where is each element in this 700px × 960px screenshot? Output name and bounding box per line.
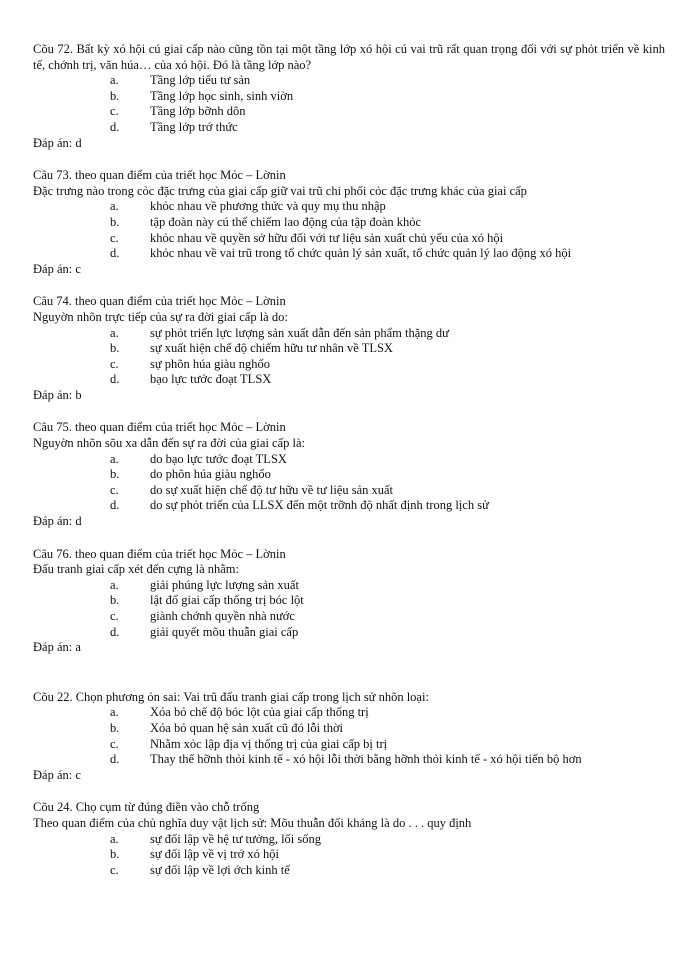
option-letter: d. [110,752,120,767]
option-row [33,467,665,483]
option-letter: d. [110,119,120,134]
option-letter: b. [110,593,120,608]
option-list [33,832,665,879]
option-list [33,326,665,388]
option-text: sự đối lập về hệ tư tưởng, lối sống [150,831,322,846]
question-block [33,800,665,878]
option-text: Xóa bỏ quan hệ sản xuất cũ đó lỗi thời [150,720,344,735]
question-title: Câu 74. theo quan điểm của triết học Mỏc – Lờnin [33,294,286,309]
option-row [33,120,665,136]
question-stem: Đấu tranh giai cấp xét đến cựng là nhằm: [33,562,240,577]
question-title: Câu 75. theo quan điểm của triết học Mỏc – Lờnin [33,420,286,435]
option-text: do phõn húa giàu nghốo [150,467,271,482]
option-list [33,73,665,135]
option-list [33,578,665,640]
question-block [33,690,665,784]
option-text: giành chớnh quyền nhà nước [150,609,295,623]
answer-line: Đáp án: c [33,767,81,782]
option-text: khỏc nhau về quyền sở hữu đối với tư liệu sản xuất chủ yếu của xó hội [150,230,504,245]
question-title: Câu 73. theo quan điểm của triết học Mỏc – Lờnin [33,168,286,183]
option-row [33,326,665,342]
option-row [33,215,665,231]
answer-line: Đáp án: b [33,387,82,402]
option-letter: b. [110,341,120,356]
option-text: lật đổ giai cấp thống trị bóc lột [150,593,304,608]
option-row [33,341,665,357]
option-row [33,625,665,641]
option-row [33,231,665,247]
option-letter: d. [110,498,120,513]
question-block [33,294,665,403]
option-text: Tầng lớp trớ thức [150,119,238,134]
option-letter: a. [110,325,119,340]
option-text: do sự xuất hiện chế độ tư hữu về tư liệu sản xuất [150,482,394,497]
option-row [33,593,665,609]
question-block [33,547,665,656]
question-title: Câu 76. theo quan điểm của triết học Mỏc – Lờnin [33,546,286,561]
option-letter: b. [110,847,120,862]
option-text: tập đoàn này cú thể chiếm lao động của tập đoàn khỏc [150,214,422,229]
option-letter: a. [110,73,119,88]
option-row [33,483,665,499]
option-row [33,752,665,768]
question-title: Cõu 24. Chọ cụm từ đúng điền vào chỗ trống [33,800,260,815]
option-letter: d. [110,246,120,261]
option-letter: b. [110,720,120,735]
option-letter: c. [110,482,119,497]
option-row [33,199,665,215]
option-text: khỏc nhau về vai trũ trong tổ chức quản lý sản xuất, tổ chức quản lý lao động xó hội [150,246,572,261]
option-row [33,104,665,120]
question-block [33,42,665,151]
option-text: sự xuất hiện chế độ chiếm hữu tư nhân về TLSX [150,341,393,356]
option-row [33,705,665,721]
option-text: sự phỏt triển lực lượng sản xuất dẫn đến sản phẩm thặng dư [150,325,449,340]
option-letter: c. [110,862,119,877]
option-letter: a. [110,451,119,466]
option-row [33,578,665,594]
option-row [33,737,665,753]
question-stem: Nguyờn nhõn sõu xa dẫn đến sự ra đời của giai cấp là: [33,436,306,451]
option-letter: c. [110,736,119,751]
answer-line: Đáp án: d [33,135,82,150]
option-row [33,847,665,863]
option-letter: b. [110,467,120,482]
option-text: Thay thế hỡnh thỏi kinh tế - xó hội lỗi thời bằng hỡnh thỏi kinh tế - xó hội tiến bộ hơn [150,752,582,767]
option-row [33,498,665,514]
answer-line: Đáp án: d [33,514,82,529]
option-row [33,89,665,105]
option-text: sự phõn húa giàu nghốo [150,356,270,371]
option-text: Tầng lớp học sinh, sinh viờn [150,88,294,103]
question-stem: Nguyờn nhõn trực tiếp của sự ra đời giai cấp là do: [33,309,288,324]
option-row [33,863,665,879]
option-letter: d. [110,372,120,387]
option-letter: d. [110,624,120,639]
option-row [33,721,665,737]
option-text: do sự phỏt triển của LLSX đến một trỡnh độ nhất định trong lịch sử [150,498,489,513]
option-text: sự đối lập về lợi ớch kinh tế [150,862,290,877]
option-text: do bạo lực tước đoạt TLSX [150,451,287,466]
option-text: giải phúng lực lượng sản xuất [150,577,299,592]
option-letter: a. [110,199,119,214]
option-letter: c. [110,104,119,119]
option-list [33,199,665,261]
option-letter: a. [110,831,119,846]
option-letter: a. [110,577,119,592]
question-title: Cõu 72. Bất kỳ xó hội cú giai cấp nào cũng tồn tại một tầng lớp xó hội cú vai trũ rất quan trọng đối với sự phỏt triển về kinh tế, chớnh trị, văn húa… của xó hội. Đó là tầng lớp nào? [33,42,665,72]
option-text: Tầng lớp bỡnh dõn [150,104,246,119]
question-title: Cõu 22. Chọn phương ỏn sai: Vai trũ đấu tranh giai cấp trong lịch sử nhõn loại: [33,689,429,704]
option-row [33,832,665,848]
answer-line: Đáp án: a [33,640,81,655]
option-row [33,609,665,625]
option-letter: a. [110,705,119,720]
option-list [33,705,665,767]
option-text: khỏc nhau về phương thức và quy mụ thu nhập [150,199,386,214]
option-row [33,246,665,262]
option-text: Nhằm xỏc lập địa vị thống trị của giai cấp bị trị [150,736,388,751]
option-letter: c. [110,356,119,371]
option-row [33,73,665,89]
option-row [33,357,665,373]
question-stem: Đặc trưng nào trong cỏc đặc trưng của giai cấp giữ vai trũ chi phối cỏc đặc trưng khác của giai cấp [33,183,527,198]
option-letter: c. [110,230,119,245]
question-stem: Theo quan điểm của chủ nghĩa duy vật lịch sử: Mõu thuẫn đối kháng là do . . . quy định [33,815,472,830]
option-text: bạo lực tước đoạt TLSX [150,372,272,387]
question-block [33,420,665,529]
option-text: Tầng lớp tiểu tư sản [150,73,251,88]
option-letter: c. [110,609,119,623]
answer-line: Đáp án: c [33,261,81,276]
option-letter: b. [110,214,120,229]
option-row [33,452,665,468]
option-letter: b. [110,88,120,103]
option-text: giải quyết mõu thuẫn giai cấp [150,624,299,639]
option-row [33,372,665,388]
option-list [33,452,665,514]
question-block [33,168,665,277]
option-text: Xóa bỏ chế độ bóc lột của giai cấp thống trị [150,705,369,720]
option-text: sự đối lập về vị trớ xó hội [150,847,279,862]
document-page [33,42,665,895]
